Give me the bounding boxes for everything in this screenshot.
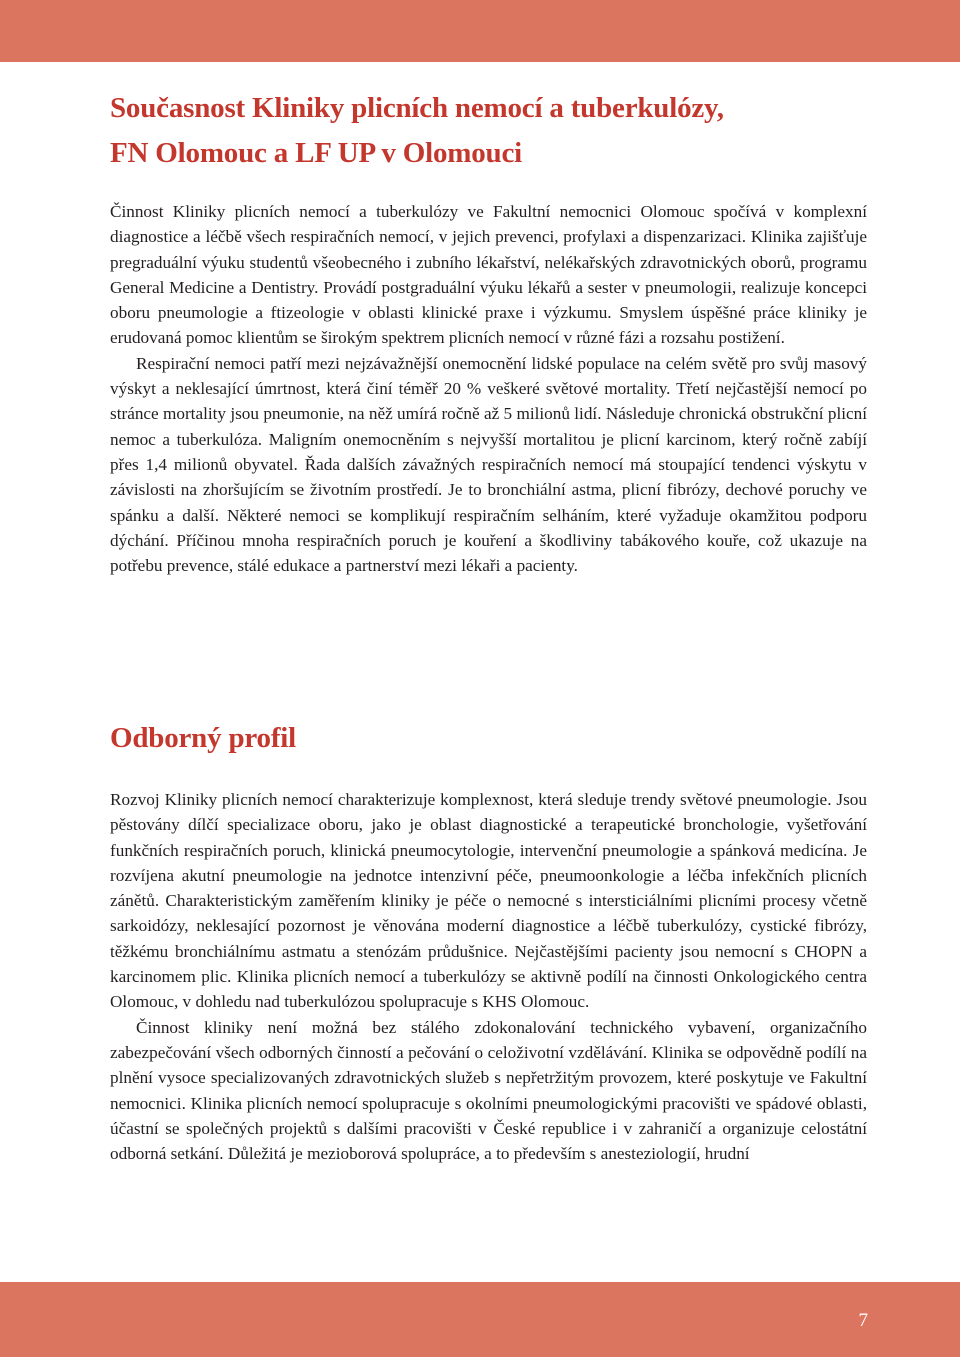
- section2-paragraph-1: Rozvoj Kliniky plicních nemocí charakterizuje komplexnost, která sleduje trendy světové pneumologie. Jsou pěstovány dílčí specializace oboru, jako je oblast diagnostické a terapeutické bronchologie, vyšetřování funkčních respiračních poruch, klinická pneumocytologie, intervenční pneumologie a spánková medicína. Je rozvíjena akutní pneumologie na jednotce intenzivní péče, pneumoonkologie a léčba infekčních plicních zánětů. Charakteristickým zaměřením kliniky je péče o nemocné s intersticiálními plicními procesy včetně sarkoidózy, neklesající pozornost je věnována moderní diagnostice a léčbě tuberkulózy, cystické fibrózy, těžkému bronchiálnímu astmatu a stenózám průdušnice. Nejčastějšími pacienty jsou nemocní s CHOPN a karcinomem plic. Klinika plicních nemocí a tuberkulózy se aktivně podílí na činnosti Onkologického centra Olomouc, v dohledu nad tuberkulózou spolupracuje s KHS Olomouc.: [110, 790, 867, 1012]
- section1-paragraph-2: Respirační nemoci patří mezi nejzávažnější onemocnění lidské populace na celém světě pro svůj masový výskyt a neklesající úmrtnost, která činí téměř 20 % veškeré světové mortality. Třetí nejčastější nemocí po stránce mortality jsou pneumonie, na něž umírá ročně až 5 milionů lidí. Následuje chronická obstrukční plicní nemoc a tuberkulóza. Maligním onemocněním s nejvyšší mortalitou je plicní karcinom, který ročně zabíjí přes 1,4 milionů obyvatel. Řada dalších závažných respiračních nemocí má stoupající tendenci výskytu v závislosti na zhoršujícím se životním prostředí. Je to bronchiální astma, plicní fibrózy, dechové poruchy ve spánku a další. Některé nemoci se komplikují respiračním selháním, které vyžaduje okamžitou podporu dýchání. Příčinou mnoha respiračních poruch je kouření a škodliviny tabákového kouře, což ukazuje na potřebu prevence, stálé edukace a partnerství mezi lékaři a pacienty.: [110, 353, 867, 576]
- header-band: [0, 0, 960, 62]
- page-number: 7: [858, 1310, 868, 1331]
- section1-body: [110, 199, 867, 578]
- section1-paragraph-1: Činnost Kliniky plicních nemocí a tuberkulózy ve Fakultní nemocnici Olomouc spočívá v komplexní diagnostice a léčbě všech respiračních nemocí, v jejich prevenci, profylaxi a dispenzarizaci. Klinika zajišťuje pregraduální výuku studentů všeobecného i zubního lékařství, nelékařských zdravotnických oborů, programu General Medicine a Dentistry. Provádí postgraduální výuku lékařů a sester v pneumologii, realizuje koncepci oboru pneumologie a ftizeologie v oblasti klinické praxe i výzkumu. Smyslem úspěšné práce kliniky je erudovaná pomoc klientům se širokým spektrem plicních nemocí v různé fázi a rozsahu postižení.: [110, 202, 867, 348]
- section2-paragraph-2: Činnost kliniky není možná bez stálého zdokonalování technického vybavení, organizačního zabezpečování všech odborných činností a pečování o celoživotní vzdělávání. Klinika se odpovědně podílí na plnění vysoce specializovaných zdravotnických služeb s nepřetržitým provozem, které poskytuje ve Fakultní nemocnici. Klinika plicních nemocí spolupracuje s okolními pneumologickými pracovišti ve spádové oblasti, účastní se společných projektů s dalšími pracovišti v České republice i v zahraničí a organizuje celostátní odborná setkání. Důležitá je mezioborová spolupráce, a to především s anesteziologií, hrudní: [110, 1017, 867, 1164]
- section2-body: [110, 787, 867, 1166]
- footer-band: [0, 1282, 960, 1357]
- section1-title-line1: Současnost Kliniky plicních nemocí a tuberkulózy,: [110, 92, 724, 124]
- section1-title: [110, 86, 890, 176]
- section1-title-line2: FN Olomouc a LF UP v Olomouci: [110, 137, 522, 169]
- section2-title: Odborný profil: [110, 722, 297, 754]
